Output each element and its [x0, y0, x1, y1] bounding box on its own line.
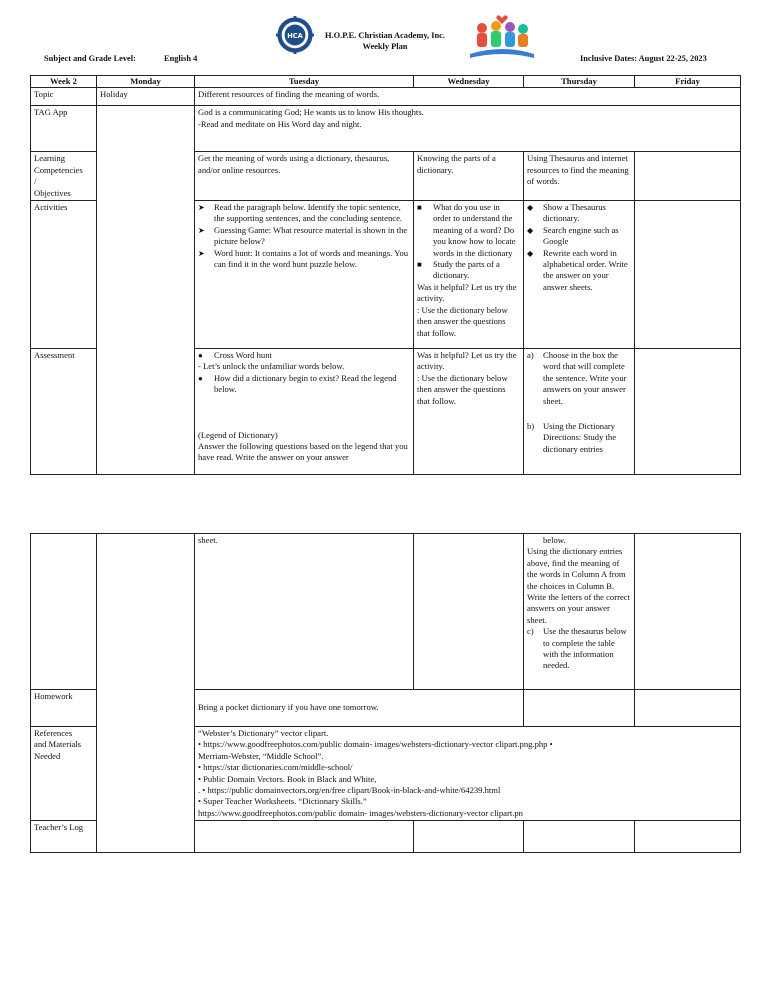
list-item: ◆ Show a Thesaurus dictionary.	[527, 202, 631, 225]
reference-line: • Public Domain Vectors. Book in Black and White,	[198, 773, 377, 784]
activities-thursday	[524, 201, 635, 349]
references-content	[195, 727, 741, 821]
activities-tuesday	[195, 201, 414, 349]
list-item: a) Choose in the box the word that will complete the sentence. Write your answers on your answer sheet.	[527, 350, 627, 406]
list-item: b) Using the Dictionary Directions: Study the dictionary entries	[527, 421, 617, 454]
assessment-wednesday-line-1: Was it helpful? Let us try the activity.	[417, 350, 517, 372]
list-item: ➤ Guessing Game: What resource material is shown in the picture below?	[198, 225, 410, 248]
assessment-label: Assessment	[31, 349, 97, 475]
list-item: ■ What do you use in order to understand the meaning of a word? Do you know how to locate words in the dictionary	[417, 202, 520, 259]
references-label	[31, 727, 97, 821]
tag-app-row	[31, 106, 741, 152]
competencies-label-1: Learning	[34, 153, 66, 164]
tag-app-line-2: -Read and meditate on His Word day and night.	[198, 118, 362, 129]
homework-friday	[635, 690, 741, 727]
reference-line: https://www.goodfreephotos.com/public domain- images/websters-dictionary-vector clipart.pn	[198, 807, 523, 818]
assessment-wednesday-continued	[414, 534, 524, 690]
competencies-tuesday: Get the meaning of words using a dictionary, thesaurus, and/or online resources.	[195, 152, 414, 201]
assessment-continued-label	[31, 534, 97, 690]
tag-app-label: TAG App	[31, 106, 97, 152]
list-item: ■ Study the parts of a dictionary.	[417, 259, 520, 282]
school-name: H.O.P.E. Christian Academy, Inc.	[325, 31, 445, 40]
col-header-thursday: Thursday	[524, 76, 635, 88]
activities-wednesday-tail-1: Was it helpful? Let us try the activity.	[417, 281, 517, 304]
topic-content: Different resources of finding the meaning of words.	[195, 88, 741, 106]
homework-thursday	[524, 690, 635, 727]
subject-value: English 4	[164, 54, 198, 63]
list-item: ◆ Rewrite each word in alphabetical order. Write the answer on your answer sheets.	[527, 248, 631, 294]
teachers-log-tuesday	[195, 821, 414, 853]
reference-line: • https://www.goodfreephotos.com/public domain- images/websters-dictionary-vector clipart.png.php •	[198, 739, 553, 750]
activities-wednesday-tail-2: : Use the dictionary below then answer the questions that follow.	[417, 304, 508, 338]
monday-holiday: Holiday	[97, 88, 195, 106]
plan-title: Weekly Plan	[362, 42, 408, 51]
school-logo-text: HCA	[287, 31, 303, 40]
kids-reading-logo	[462, 14, 542, 62]
competencies-label	[31, 152, 97, 201]
col-header-wednesday: Wednesday	[414, 76, 524, 88]
topic-row	[31, 88, 741, 106]
list-item: ● How did a dictionary begin to exist? Read the legend below.	[198, 373, 410, 396]
assessment-thursday	[524, 349, 635, 475]
competencies-wednesday: Knowing the parts of a dictionary.	[414, 152, 524, 201]
col-header-friday: Friday	[635, 76, 741, 88]
homework-content: Bring a pocket dictionary if you have one tomorrow.	[195, 690, 524, 727]
references-label-3: Needed	[34, 750, 61, 761]
assessment-wednesday-line-2: : Use the dictionary below then answer the questions that follow.	[417, 372, 508, 406]
subject-label: Subject and Grade Level:	[44, 54, 136, 63]
tag-app-content	[195, 106, 741, 152]
list-item: c) Use the thesaurus below to complete the table with the information needed.	[527, 626, 627, 671]
thursday-using-dictionary: Using the dictionary entries above, find the meaning of the words in Column A from the choices in Column B. Write the letters of the correct answers on your answer sheet.	[527, 546, 630, 625]
competencies-label-4: Objectives	[34, 187, 71, 198]
teachers-log-friday	[635, 821, 741, 853]
teachers-log-label: Teacher’s Log	[31, 821, 97, 853]
list-item: ● Cross Word hunt	[198, 350, 410, 361]
homework-label: Homework	[31, 690, 97, 727]
weekly-plan-table-page-1	[30, 75, 741, 475]
list-item: ➤ Read the paragraph below. Identify the topic sentence, the supporting sentences, and the concluding sentence.	[198, 202, 410, 225]
assessment-tuesday-continued: sheet.	[195, 534, 414, 690]
tag-app-line-1: God is a communicating God; He wants us to know His thoughts.	[198, 107, 424, 118]
thursday-below: below.	[543, 535, 566, 545]
assessment-tuesday	[195, 349, 414, 475]
assessment-friday	[635, 349, 741, 475]
col-header-tuesday: Tuesday	[195, 76, 414, 88]
references-label-2: and Materials	[34, 739, 82, 750]
competencies-thursday: Using Thesaurus and internet resources to find the meaning of words.	[524, 152, 635, 201]
reference-line: . • https://public domainvectors.org/en/free clipart/Book-in-black-and-white/64239.html	[198, 785, 501, 796]
activities-friday	[635, 201, 741, 349]
reference-line: • Super Teacher Worksheets. “Dictionary Skills.”	[198, 796, 367, 807]
assessment-tuesday-line-2: - Let’s unlock the unfamiliar words below.	[198, 361, 345, 372]
topic-label: Topic	[31, 88, 97, 106]
assessment-continued-row	[31, 534, 741, 690]
weekly-plan-table-page-2	[30, 533, 741, 853]
header-row	[31, 76, 741, 88]
assessment-tuesday-answer: Answer the following questions based on the legend that you have read. Write the answer on your answer	[198, 441, 408, 463]
col-header-week: Week 2	[31, 76, 97, 88]
monday-empty-cell-2	[97, 534, 195, 853]
activities-label: Activities	[31, 201, 97, 349]
legend-of-dictionary: (Legend of Dictionary)	[198, 429, 278, 440]
inclusive-dates: Inclusive Dates: August 22-25, 2023	[580, 54, 707, 63]
list-item: ◆ Search engine such as Google	[527, 225, 631, 248]
col-header-monday: Monday	[97, 76, 195, 88]
assessment-friday-continued	[635, 534, 741, 690]
assessment-thursday-continued	[524, 534, 635, 690]
reference-line: Merriam-Webster, “Middle School”.	[198, 750, 324, 761]
competencies-friday	[635, 152, 741, 201]
activities-wednesday	[414, 201, 524, 349]
competencies-label-2: Competencies	[34, 164, 83, 175]
references-label-1: References	[34, 728, 73, 738]
assessment-wednesday	[414, 349, 524, 475]
reference-line: “Webster’s Dictionary” vector clipart.	[198, 728, 329, 738]
list-item: ➤ Word hunt: It contains a lot of words and meanings. You can find it in the word hunt puzzle below.	[198, 248, 410, 271]
monday-empty-cell	[97, 106, 195, 475]
competencies-label-3: /	[34, 176, 37, 187]
reference-line: • https://star dictionaries.com/middle-school/	[198, 762, 353, 773]
teachers-log-wednesday	[414, 821, 524, 853]
teachers-log-thursday	[524, 821, 635, 853]
